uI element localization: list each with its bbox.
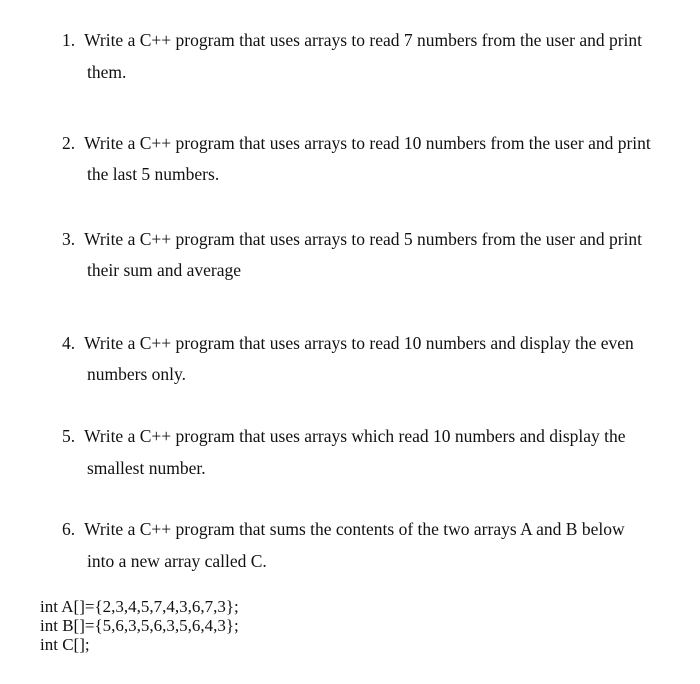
- question-5-number: 5.: [62, 426, 76, 446]
- question-1-text: Write a C++ program that uses arrays to read 7 numbers from the user and print: [84, 30, 643, 50]
- question-6-continuation: into a new array called C.: [87, 551, 267, 571]
- question-6-text: Write a C++ program that sums the contents of the two arrays A and B below: [84, 519, 625, 539]
- code-line-array-c: int C[];: [40, 635, 90, 654]
- question-6-first-line: [62, 518, 625, 540]
- question-3-first-line: [62, 228, 642, 250]
- question-4-number: 4.: [62, 333, 76, 353]
- question-3-text: Write a C++ program that uses arrays to read 5 numbers from the user and print: [84, 229, 643, 249]
- question-4-continuation: numbers only.: [87, 364, 186, 384]
- question-1-first-line: [62, 29, 642, 51]
- question-6-number: 6.: [62, 519, 76, 539]
- question-1-number: 1.: [62, 30, 76, 50]
- question-4-first-line: [62, 332, 634, 354]
- question-3-number: 3.: [62, 229, 76, 249]
- code-line-array-b: int B[]={5,6,3,5,6,3,5,6,4,3};: [40, 616, 239, 635]
- question-5-continuation: smallest number.: [87, 458, 206, 478]
- question-2-first-line: [62, 132, 651, 154]
- question-2-number: 2.: [62, 133, 76, 153]
- question-5-first-line: [62, 425, 626, 447]
- question-4-text: Write a C++ program that uses arrays to read 10 numbers and display the even: [84, 333, 634, 353]
- question-2-continuation: the last 5 numbers.: [87, 164, 220, 184]
- question-3-continuation: their sum and average: [87, 260, 242, 280]
- question-1-continuation: them.: [87, 62, 127, 82]
- question-5-text: Write a C++ program that uses arrays which read 10 numbers and display the: [84, 426, 626, 446]
- code-line-array-a: int A[]={2,3,4,5,7,4,3,6,7,3};: [40, 597, 239, 616]
- question-2-text: Write a C++ program that uses arrays to read 10 numbers from the user and print: [84, 133, 651, 153]
